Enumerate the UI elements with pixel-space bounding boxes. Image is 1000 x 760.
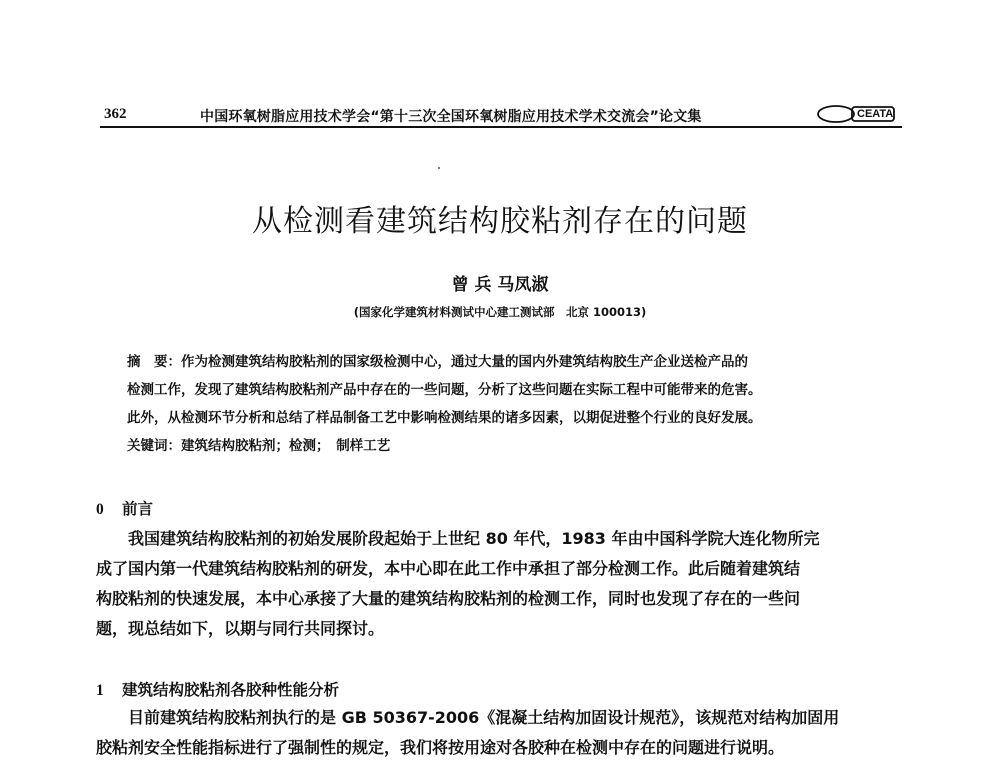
keywords-line: 关键词：建筑结构胶粘剂；检测； 制样工艺 <box>127 438 391 454</box>
abstract-line: 检测工作，发现了建筑结构胶粘剂产品中存在的一些问题，分析了这些问题在实际工程中可能带来的危害。 <box>127 382 762 398</box>
section-title: 前言 <box>122 500 154 518</box>
paragraph-line: 题，现总结如下，以期与同行共同探讨。 <box>96 619 385 638</box>
header-rule <box>100 126 902 128</box>
paragraph-line: 胶粘剂安全性能指标进行了强制性的规定，我们将按用途对各胶种在检测中存在的问题进行说明。 <box>96 738 785 757</box>
abstract-line: 摘 要：作为检测建筑结构胶粘剂的国家级检测中心，通过大量的国内外建筑结构胶生产企业送检产品的 <box>127 354 748 370</box>
section-number: 1 <box>96 682 104 699</box>
paragraph-line: 构胶粘剂的快速发展，本中心承接了大量的建筑结构胶粘剂的检测工作，同时也发现了存在的一些问 <box>96 589 801 608</box>
section-body-0 <box>96 524 902 644</box>
affiliation: (国家化学建筑材料测试中心建工测试部 北京 100013) <box>353 305 647 319</box>
section-heading-1 <box>96 678 339 700</box>
scan-speck <box>438 167 440 169</box>
section-title: 建筑结构胶粘剂各胶种性能分析 <box>122 681 340 699</box>
ceata-logo-icon <box>816 104 898 124</box>
running-header <box>104 104 900 126</box>
paragraph-line: 我国建筑结构胶粘剂的初始发展阶段起始于上世纪 80 年代，1983 年由中国科学院大连化物所完 <box>128 529 820 548</box>
abstract-line: 此外，从检测环节分析和总结了样品制备工艺中影响检测结果的诸多因素，以期促进整个行业的良好发展。 <box>127 410 762 426</box>
logo-text: CEATA <box>857 108 894 120</box>
authors: 曾 兵 马凤淑 <box>451 275 549 295</box>
section-body-1 <box>96 703 902 760</box>
paragraph-line: 目前建筑结构胶粘剂执行的是 GB 50367-2006《混凝土结构加固设计规范》，该规范对结构加固用 <box>128 708 840 727</box>
section-heading-0 <box>96 497 153 519</box>
paragraph-line: 成了国内第一代建筑结构胶粘剂的研发，本中心即在此工作中承担了部分检测工作。此后随着建筑结 <box>96 559 801 578</box>
page-number: 362 <box>104 106 127 122</box>
abstract <box>127 348 887 460</box>
paper-title: 从检测看建筑结构胶粘剂存在的问题 <box>252 204 748 239</box>
section-number: 0 <box>96 501 104 518</box>
journal-title: 中国环氧树脂应用技术学会“第十三次全国环氧树脂应用技术学术交流会”论文集 <box>200 109 702 125</box>
